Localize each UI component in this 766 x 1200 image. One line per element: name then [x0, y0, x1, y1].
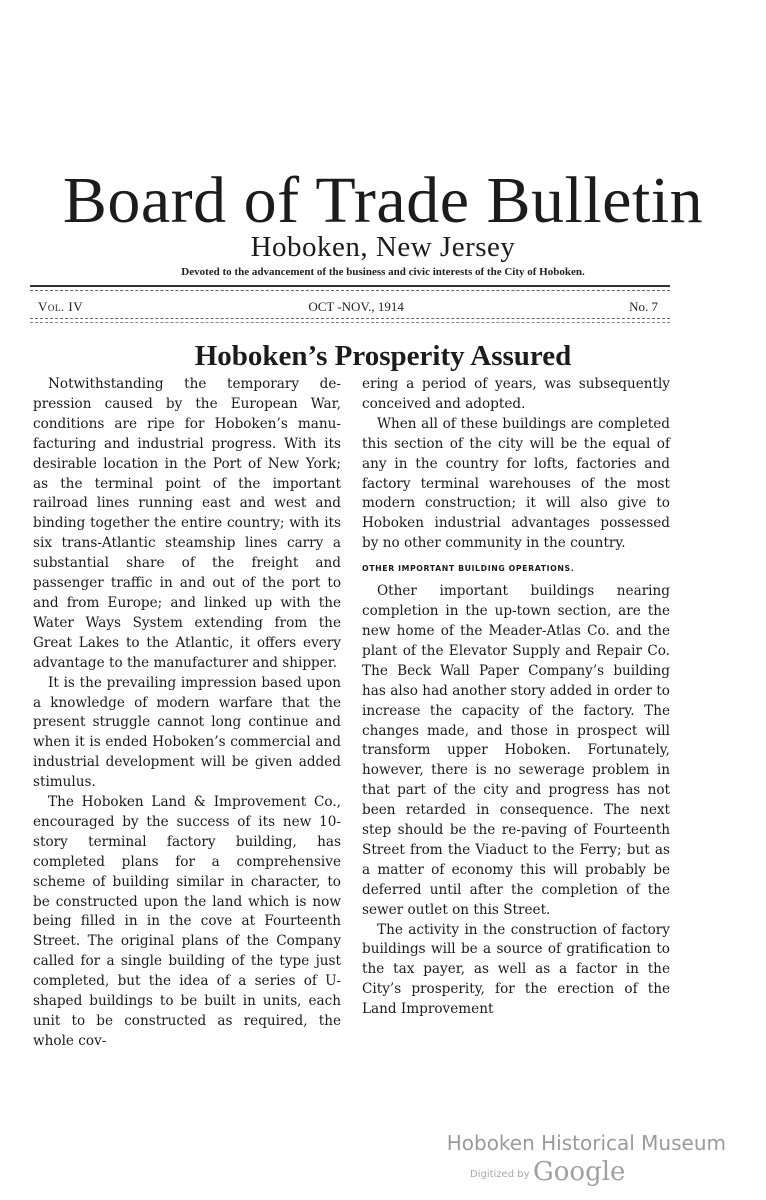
issue-volume: Vol. IV	[38, 299, 84, 314]
issue-date: OCT -NOV., 1914	[308, 299, 404, 314]
article-column-right	[362, 375, 670, 1020]
digitized-by-text: Digitized by	[470, 1169, 530, 1180]
paragraph: Other important buildings nearing completion in the up-town section, are the new home of the Meader-Atlas Co. and the plant of the Elevator Supply and Repair Co. The Beck Wall Paper Company’s building has also had another story added in order to increase the capacity of the factory. The changes made, and those in prospect will transform upper Hoboken. Fortunately, however, there is no sewerage problem in that part of the city and progress has not been retarded in consequence. The next step should be the re-paving of Fourteenth Street from the Viaduct to the Ferry; but as a matter of economy this will probably be deferred until after the completion of the sewer outlet on this Street.	[362, 583, 670, 918]
article-column-left	[33, 375, 341, 1052]
section-subheading: OTHER IMPORTANT BUILDING OPERATIONS.	[362, 564, 575, 574]
masthead-rule-dashed	[30, 290, 670, 291]
paragraph: Notwithstanding the temporary depression caused by the European War, conditions are ripe for Hoboken’s manufacturing and industrial progress. With its desirable location in the Port of New York; as the terminal point of the important railroad lines running east and west and binding together the entire country; with its six trans-Atlantic steamship lines carry a substantial share of the freight and passenger traffic in and out of the port to and from Europe; and linked up with the Water Ways System extending from the Great Lakes to the Atlantic, it offers every advantage to the manufacturer and shipper.	[33, 376, 341, 671]
paragraph: The Hoboken Land & Improvement Co., encouraged by the success of its new 10-story terminal factory building, has completed plans for a comprehensive scheme of building similar in character, to be constructed upon the land which is now being filled in in the cove at Fourteenth Street. The original plans of the Company called for a single building of the type just completed, but the idea of a series of U-shaped buildings to be built in units, each unit to be constructed as required, the whole cov-	[33, 794, 341, 1049]
museum-watermark: Hoboken Historical Museum	[446, 1131, 726, 1155]
masthead-title: Board of Trade Bulletin	[62, 164, 704, 237]
paragraph-continuation: ering a period of years, was subsequently conceived and adopted.	[362, 376, 670, 412]
article-title: Hoboken’s Prosperity Assured	[194, 340, 572, 372]
paragraph: The activity in the construction of factory buildings will be a source of gratification to the tax payer, as well as a factor in the City’s prosperity, for the erection of the Land Improvement	[362, 921, 670, 1018]
issue-rule-bottom	[30, 318, 670, 319]
masthead-rule-top	[30, 285, 670, 287]
issue-rule-bottom-2	[30, 322, 670, 323]
issue-line	[38, 299, 658, 315]
issue-number: No. 7	[629, 299, 658, 314]
paragraph: When all of these buildings are completed this section of the city will be the equal of any in the country for lofts, factories and factory terminal warehouses of the most modern construction; it will also give to Hoboken industrial advantages possessed by no other community in the country.	[362, 415, 670, 552]
masthead-tagline: Devoted to the advancement of the business and civic interests of the City of Hoboken.	[181, 266, 585, 278]
paragraph: It is the prevailing impression based upon a knowledge of modern warfare that the present struggle cannot long continue and when it is ended Hoboken’s commercial and industrial development will be given added stimulus.	[33, 674, 341, 791]
digitized-by-watermark	[470, 1157, 630, 1191]
google-logo: Google	[533, 1157, 626, 1187]
masthead-subtitle: Hoboken, New Jersey	[250, 231, 516, 263]
